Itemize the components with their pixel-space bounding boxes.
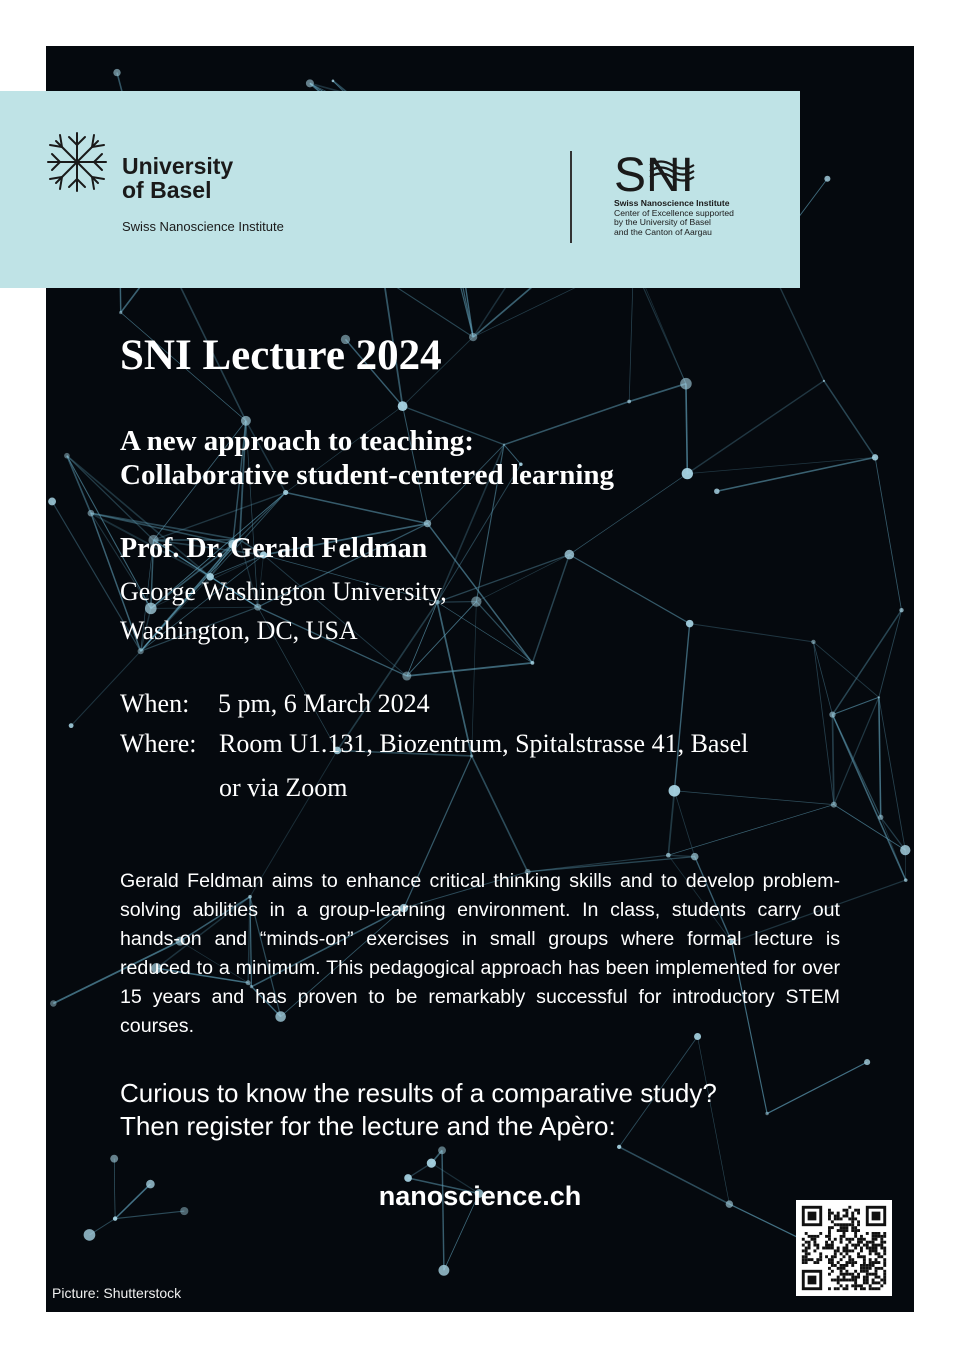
lecture-subtitle [120,424,614,492]
registration-link[interactable]: nanoscience.ch [378,1181,582,1211]
event-when [120,687,430,721]
sni-description [614,199,734,237]
lecture-title: SNI Lecture 2024 [120,332,442,379]
event-where [120,727,748,761]
when-label: When: [120,689,190,718]
qr-code-icon[interactable] [796,1200,892,1296]
sni-name-line3: by the University of Basel [614,217,711,227]
sni-logo-icon [614,149,714,197]
cta-line2: Then register for the lecture and the Apèro: [120,1111,616,1141]
affiliation-line2: Washington, DC, USA [120,616,358,645]
sni-logo-text: SNI [614,149,695,197]
sni-name-line1: Swiss Nanoscience Institute [614,198,730,208]
sni-name-line4: and the Canton of Aargau [614,226,712,237]
lecture-subtitle-line2: Collaborative student-centered learning [120,459,615,491]
where-value-continued: or via Zoom [219,773,348,802]
speaker-name: Prof. Dr. Gerald Feldman [120,533,428,564]
cta-line1: Curious to know the results of a comparative study? [120,1078,717,1108]
header-divider [570,151,572,243]
speaker-affiliation [120,572,447,650]
picture-credit: Picture: Shutterstock [52,1285,182,1301]
sni-name-line2: Center of Excellence supported [614,207,734,218]
university-name [122,154,233,202]
affiliation-line1: George Washington University, [120,577,447,606]
call-to-action [120,1077,717,1143]
university-subtitle: Swiss Nanoscience Institute [122,219,284,234]
where-label: Where: [120,729,197,758]
where-value: Room U1.131, Biozentrum, Spitalstrasse 41, Basel [219,729,749,758]
university-name-line2: of Basel [122,177,212,203]
lecture-description: Gerald Feldman aims to enhance critical thinking skills and to develop problem-solving abilities in a group-learning environment. In class, students carry out hands-on and “minds-on” exercises in small groups where formal lecture is reduced to a minimum. This pedagogical approach has been implemented for over 15 years and has proven to be remarkably successful for introductory STEM courses. [120,870,840,1037]
university-of-basel-logo-icon [46,131,108,193]
university-name-line1: University [122,153,234,179]
when-value: 5 pm, 6 March 2024 [218,689,430,718]
lecture-subtitle-line1: A new approach to teaching: [120,425,474,457]
